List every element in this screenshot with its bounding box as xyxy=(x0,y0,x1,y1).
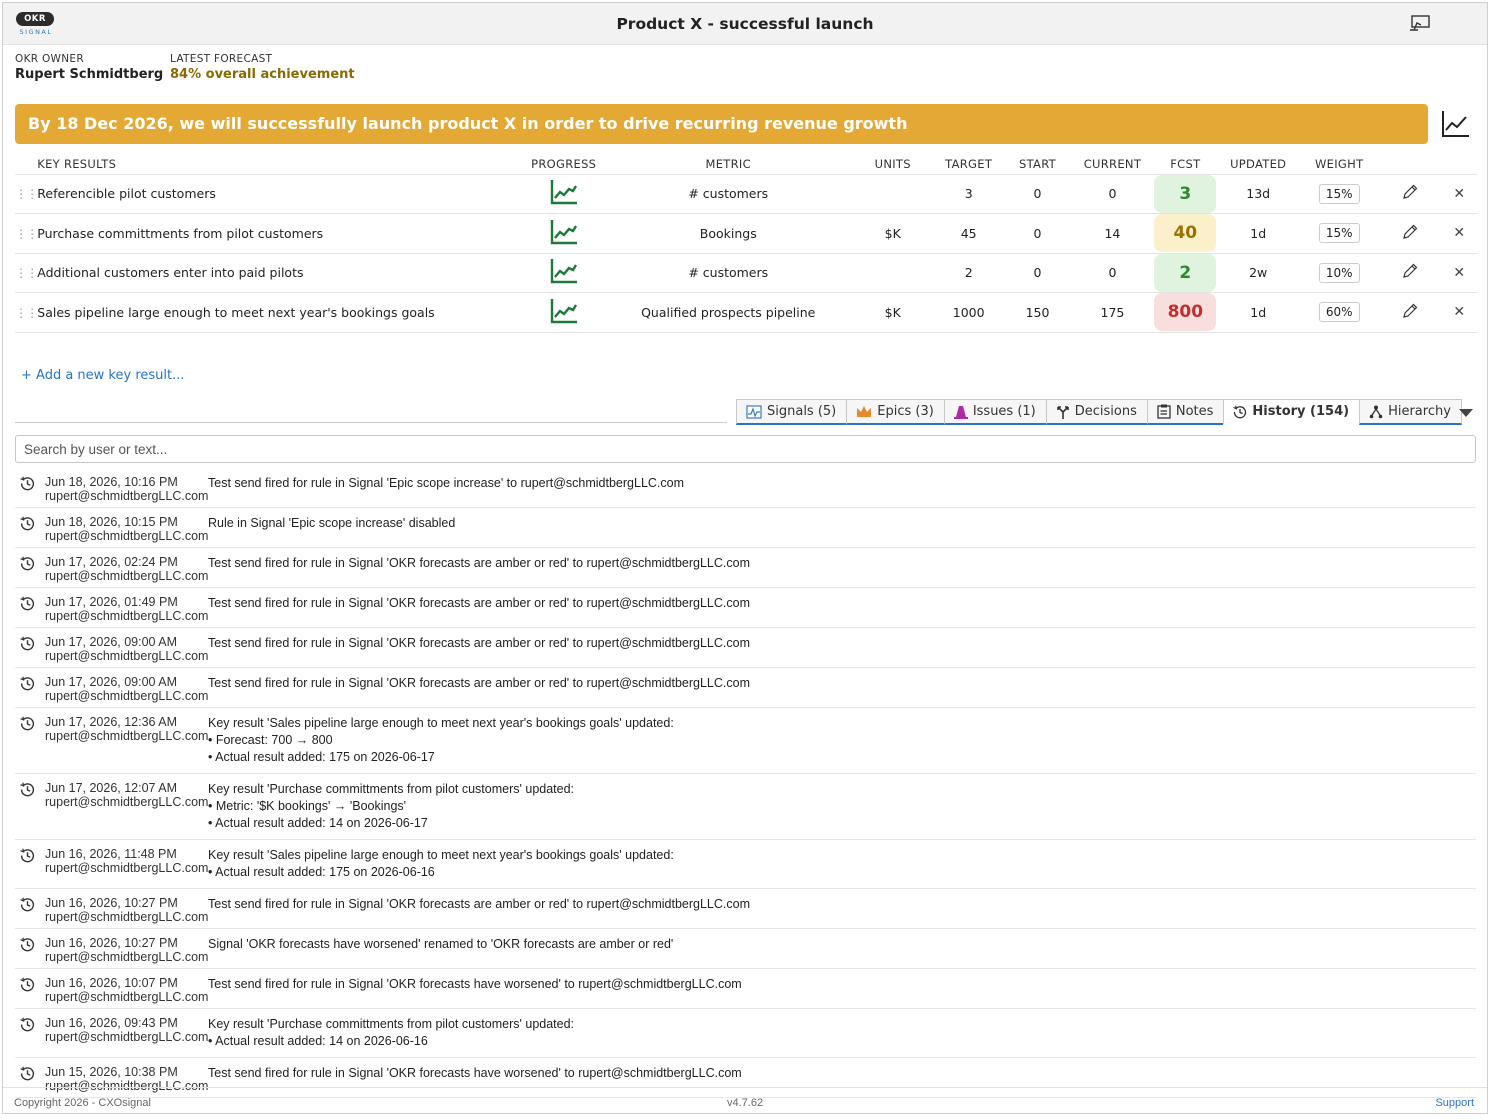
signals-icon xyxy=(746,405,762,419)
copyright-text: Copyright 2026 - CXOsignal xyxy=(14,1097,151,1109)
key-result-current: 14 xyxy=(1071,214,1154,254)
key-result-updated: 1d xyxy=(1217,214,1300,254)
drag-column-header xyxy=(15,154,37,174)
history-message xyxy=(208,514,1476,540)
history-list xyxy=(15,468,1476,1098)
key-result-units: $K xyxy=(852,293,933,333)
key-result-current: 0 xyxy=(1071,253,1154,293)
drag-handle-icon[interactable]: ⋮⋮ xyxy=(15,214,37,254)
history-meta xyxy=(45,896,208,924)
key-result-updated: 2w xyxy=(1217,253,1300,293)
history-meta xyxy=(45,635,208,663)
progress-chart-icon[interactable] xyxy=(523,253,604,293)
key-result-units xyxy=(852,174,933,214)
history-user: rupert@schmidtbergLLC.com xyxy=(45,689,209,703)
logo-pill: OKR xyxy=(16,12,54,26)
weight-input[interactable]: 15% xyxy=(1319,184,1360,204)
version-text: v4.7.62 xyxy=(727,1097,764,1109)
history-meta xyxy=(45,555,208,583)
col-progress: PROGRESS xyxy=(523,154,604,174)
tab-epics[interactable] xyxy=(846,399,945,425)
key-results-body xyxy=(15,174,1477,332)
history-user: rupert@schmidtbergLLC.com xyxy=(45,795,209,809)
tab-issues[interactable] xyxy=(944,399,1047,425)
history-message-line: Test send fired for rule in Signal 'Epic scope increase' to rupert@schmidtbergLLC.com xyxy=(208,476,685,490)
history-user: rupert@schmidtbergLLC.com xyxy=(45,950,209,964)
edit-pencil-icon[interactable] xyxy=(1379,174,1442,214)
history-icon xyxy=(20,897,35,912)
history-user: rupert@schmidtbergLLC.com xyxy=(45,489,209,503)
history-row xyxy=(15,840,1476,889)
weight-input[interactable]: 10% xyxy=(1319,263,1360,283)
okr-owner xyxy=(15,53,163,82)
history-message-line: Key result 'Purchase committments from pilot customers' updated: xyxy=(208,782,575,796)
history-message-line: • Metric: '$K bookings' → 'Bookings' xyxy=(208,799,407,813)
history-search-input[interactable] xyxy=(15,435,1476,463)
history-icon xyxy=(20,516,35,531)
history-message-line: Key result 'Sales pipeline large enough to meet next year's bookings goals' updated: xyxy=(208,848,674,862)
history-message xyxy=(208,594,1476,620)
history-message xyxy=(208,846,1476,881)
history-icon xyxy=(20,1066,35,1081)
history-user: rupert@schmidtbergLLC.com xyxy=(45,1030,209,1044)
tab-hierarchy[interactable] xyxy=(1359,399,1462,425)
history-date: Jun 16, 2026, 10:27 PM xyxy=(45,896,178,910)
drag-handle-icon[interactable]: ⋮⋮ xyxy=(15,174,37,214)
history-row xyxy=(15,548,1476,588)
history-date: Jun 18, 2026, 10:15 PM xyxy=(45,515,178,529)
delete-close-icon[interactable]: ✕ xyxy=(1441,253,1477,293)
key-result-row[interactable] xyxy=(15,253,1477,293)
forecast-badge[interactable]: 800 xyxy=(1154,293,1216,331)
history-meta xyxy=(45,515,208,543)
history-date: Jun 17, 2026, 02:24 PM xyxy=(45,555,178,569)
progress-chart-icon[interactable] xyxy=(523,174,604,214)
tab-label: History (154) xyxy=(1252,404,1350,419)
history-icon xyxy=(20,937,35,952)
history-meta xyxy=(45,936,208,964)
history-message-line: Test send fired for rule in Signal 'OKR forecasts are amber or red' to rupert@schmidtbergLLC.com xyxy=(208,596,750,610)
history-date: Jun 17, 2026, 09:00 AM xyxy=(45,635,178,649)
tab-history[interactable] xyxy=(1223,399,1360,425)
history-date: Jun 15, 2026, 10:38 PM xyxy=(45,1065,178,1079)
tab-notes[interactable] xyxy=(1147,399,1225,425)
history-meta xyxy=(45,595,208,623)
okr-owner-name[interactable]: Rupert Schmidtberg xyxy=(15,67,164,82)
history-row xyxy=(15,1009,1476,1058)
key-result-start: 0 xyxy=(1004,253,1071,293)
history-message-line: Test send fired for rule in Signal 'OKR forecasts have worsened' to rupert@schmidtbergLLC.com xyxy=(208,977,742,991)
okr-owner-label: OKR OWNER xyxy=(15,53,84,65)
history-user: rupert@schmidtbergLLC.com xyxy=(45,649,209,663)
history-row xyxy=(15,628,1476,668)
key-result-current: 0 xyxy=(1071,174,1154,214)
cone-icon xyxy=(954,405,968,419)
history-user: rupert@schmidtbergLLC.com xyxy=(45,990,209,1004)
latest-forecast xyxy=(170,53,355,82)
key-result-start: 150 xyxy=(1004,293,1071,333)
app-window xyxy=(2,2,1488,1114)
delete-close-icon[interactable]: ✕ xyxy=(1441,293,1477,333)
key-result-name[interactable]: Sales pipeline large enough to meet next year's bookings goals xyxy=(37,293,523,333)
key-result-updated: 1d xyxy=(1217,293,1300,333)
present-screen-icon[interactable] xyxy=(1409,14,1431,32)
key-result-metric: # customers xyxy=(604,174,852,214)
history-message-line: • Actual result added: 175 on 2026-06-17 xyxy=(208,750,435,764)
key-results-header-row xyxy=(15,154,1477,174)
title-bar xyxy=(3,3,1487,45)
history-user: rupert@schmidtbergLLC.com xyxy=(45,861,209,875)
history-meta xyxy=(45,781,208,809)
key-result-updated: 13d xyxy=(1217,174,1300,214)
history-meta xyxy=(45,475,208,503)
logo-subtitle: SIGNAL xyxy=(19,28,53,36)
tab-signals[interactable] xyxy=(736,399,847,425)
col-updated: UPDATED xyxy=(1217,154,1300,174)
history-icon xyxy=(20,676,35,691)
history-date: Jun 16, 2026, 09:43 PM xyxy=(45,1016,178,1030)
history-icon xyxy=(20,782,35,797)
history-meta xyxy=(45,715,208,743)
history-date: Jun 17, 2026, 01:49 PM xyxy=(45,595,178,609)
history-row xyxy=(15,508,1476,548)
history-icon xyxy=(20,977,35,992)
tab-label: Hierarchy xyxy=(1388,404,1451,419)
col-key-results: KEY RESULTS xyxy=(37,154,523,174)
key-result-fcst-cell xyxy=(1154,174,1217,214)
history-meta xyxy=(45,1016,208,1044)
key-result-target: 45 xyxy=(933,214,1004,254)
history-message xyxy=(208,634,1476,660)
history-row xyxy=(15,588,1476,628)
col-target: TARGET xyxy=(933,154,1004,174)
delete-close-icon[interactable]: ✕ xyxy=(1441,174,1477,214)
key-result-metric: Qualified prospects pipeline xyxy=(604,293,852,333)
key-results-table xyxy=(15,154,1477,333)
key-result-weight-cell xyxy=(1300,253,1379,293)
key-result-start: 0 xyxy=(1004,214,1071,254)
key-result-row[interactable] xyxy=(15,174,1477,214)
history-user: rupert@schmidtbergLLC.com xyxy=(45,529,209,543)
history-message-line: • Forecast: 700 → 800 xyxy=(208,733,333,747)
tabs-overflow-chevron-down-icon[interactable] xyxy=(1459,409,1473,417)
history-message xyxy=(208,895,1476,921)
delete-close-icon[interactable]: ✕ xyxy=(1441,214,1477,254)
history-message xyxy=(208,674,1476,700)
hierarchy-icon xyxy=(1369,405,1383,419)
history-icon xyxy=(20,476,35,491)
tab-divider xyxy=(15,422,727,423)
key-result-target: 3 xyxy=(933,174,1004,214)
key-result-target: 1000 xyxy=(933,293,1004,333)
history-message xyxy=(208,714,1476,766)
history-user: rupert@schmidtbergLLC.com xyxy=(45,569,209,583)
history-user: rupert@schmidtbergLLC.com xyxy=(45,729,209,743)
key-result-weight-cell xyxy=(1300,293,1379,333)
col-weight: WEIGHT xyxy=(1300,154,1379,174)
tab-label: Signals (5) xyxy=(767,404,837,419)
history-user: rupert@schmidtbergLLC.com xyxy=(45,609,209,623)
history-message-line: • Actual result added: 175 on 2026-06-16 xyxy=(208,865,435,879)
page-title: Product X - successful launch xyxy=(616,15,874,33)
forecast-badge[interactable]: 3 xyxy=(1154,175,1216,213)
key-result-row[interactable] xyxy=(15,293,1477,333)
forecast-badge[interactable]: 2 xyxy=(1154,254,1216,292)
history-row xyxy=(15,668,1476,708)
history-date: Jun 16, 2026, 10:27 PM xyxy=(45,936,178,950)
history-meta xyxy=(45,675,208,703)
key-result-fcst-cell xyxy=(1154,253,1217,293)
history-row xyxy=(15,708,1476,774)
history-message-line: Signal 'OKR forecasts have worsened' renamed to 'OKR forecasts are amber or red' xyxy=(208,937,674,951)
history-message-line: Key result 'Sales pipeline large enough to meet next year's bookings goals' updated: xyxy=(208,716,674,730)
edit-pencil-icon[interactable] xyxy=(1379,214,1442,254)
history-message-line: • Actual result added: 14 on 2026-06-16 xyxy=(208,1034,428,1048)
add-key-result-link[interactable]: + Add a new key result... xyxy=(21,368,185,383)
history-date: Jun 16, 2026, 10:07 PM xyxy=(45,976,178,990)
col-start: START xyxy=(1004,154,1071,174)
history-message-line: Rule in Signal 'Epic scope increase' disabled xyxy=(208,516,456,530)
key-result-fcst-cell xyxy=(1154,293,1217,333)
history-message-line: Test send fired for rule in Signal 'OKR forecasts are amber or red' to rupert@schmidtbergLLC.com xyxy=(208,556,750,570)
key-result-target: 2 xyxy=(933,253,1004,293)
progress-chart-icon[interactable] xyxy=(523,214,604,254)
key-result-metric: Bookings xyxy=(604,214,852,254)
key-result-current: 175 xyxy=(1071,293,1154,333)
decision-icon xyxy=(1056,405,1070,419)
history-message-line: Test send fired for rule in Signal 'OKR forecasts are amber or red' to rupert@schmidtbergLLC.com xyxy=(208,636,750,650)
edit-pencil-icon[interactable] xyxy=(1379,293,1442,333)
key-result-name[interactable]: Additional customers enter into paid pilots xyxy=(37,253,523,293)
objective-banner[interactable]: By 18 Dec 2026, we will successfully launch product X in order to drive recurring revenue growth xyxy=(15,104,1428,144)
history-message xyxy=(208,1015,1476,1050)
history-row xyxy=(15,889,1476,929)
latest-forecast-value: 84% overall achievement xyxy=(170,67,355,82)
key-result-fcst-cell xyxy=(1154,214,1217,254)
history-row xyxy=(15,468,1476,508)
history-user: rupert@schmidtbergLLC.com xyxy=(45,910,209,924)
drag-handle-icon[interactable]: ⋮⋮ xyxy=(15,253,37,293)
key-result-name[interactable]: Referencible pilot customers xyxy=(37,174,523,214)
history-icon xyxy=(20,848,35,863)
tab-label: Issues (1) xyxy=(972,404,1036,419)
col-metric: METRIC xyxy=(604,154,852,174)
history-message-line: • Actual result added: 14 on 2026-06-17 xyxy=(208,816,428,830)
history-date: Jun 17, 2026, 12:36 AM xyxy=(45,715,178,729)
footer xyxy=(3,1087,1487,1114)
tab-label: Decisions xyxy=(1074,404,1137,419)
key-result-row[interactable] xyxy=(15,214,1477,254)
history-row xyxy=(15,774,1476,840)
edit-column-header xyxy=(1379,154,1442,174)
drag-handle-icon[interactable]: ⋮⋮ xyxy=(15,293,37,333)
col-current: CURRENT xyxy=(1071,154,1154,174)
crown-icon xyxy=(856,405,872,419)
support-link[interactable]: Support xyxy=(1435,1097,1474,1109)
history-date: Jun 17, 2026, 12:07 AM xyxy=(45,781,178,795)
notes-icon xyxy=(1157,404,1171,419)
detail-tabs xyxy=(736,399,1461,425)
forecast-badge[interactable]: 40 xyxy=(1154,214,1216,252)
history-date: Jun 18, 2026, 10:16 PM xyxy=(45,475,178,489)
col-units: UNITS xyxy=(852,154,933,174)
key-result-metric: # customers xyxy=(604,253,852,293)
history-meta xyxy=(45,976,208,1004)
history-icon xyxy=(20,596,35,611)
tab-decisions[interactable] xyxy=(1046,399,1148,425)
tab-label: Notes xyxy=(1175,404,1214,419)
objective-trend-chart-icon[interactable] xyxy=(1441,109,1471,139)
progress-chart-icon[interactable] xyxy=(523,293,604,333)
key-result-units: $K xyxy=(852,214,933,254)
weight-input[interactable]: 15% xyxy=(1319,223,1360,243)
history-message xyxy=(208,935,1476,961)
weight-input[interactable]: 60% xyxy=(1319,302,1360,322)
key-result-weight-cell xyxy=(1300,214,1379,254)
history-message-line: Test send fired for rule in Signal 'OKR forecasts have worsened' to rupert@schmidtbergLLC.com xyxy=(208,1066,742,1080)
history-icon xyxy=(20,1017,35,1032)
key-result-units xyxy=(852,253,933,293)
history-message-line: Test send fired for rule in Signal 'OKR forecasts are amber or red' to rupert@schmidtbergLLC.com xyxy=(208,897,750,911)
history-message-line: Test send fired for rule in Signal 'OKR forecasts are amber or red' to rupert@schmidtbergLLC.com xyxy=(208,676,750,690)
key-result-name[interactable]: Purchase committments from pilot customers xyxy=(37,214,523,254)
history-meta xyxy=(45,847,208,875)
history-message xyxy=(208,780,1476,832)
edit-pencil-icon[interactable] xyxy=(1379,253,1442,293)
key-result-weight-cell xyxy=(1300,174,1379,214)
key-result-start: 0 xyxy=(1004,174,1071,214)
tab-label: Epics (3) xyxy=(877,404,934,419)
history-date: Jun 17, 2026, 09:00 AM xyxy=(45,675,178,689)
delete-column-header xyxy=(1441,154,1477,174)
history-date: Jun 16, 2026, 11:48 PM xyxy=(45,847,177,861)
history-icon xyxy=(20,716,35,731)
history-user: rupert@schmidtbergLLC.com xyxy=(45,1079,209,1093)
history-row xyxy=(15,929,1476,969)
history-message xyxy=(208,975,1476,1001)
history-row xyxy=(15,969,1476,1009)
history-icon xyxy=(1233,405,1247,419)
history-message-line: Key result 'Purchase committments from pilot customers' updated: xyxy=(208,1017,575,1031)
latest-forecast-label: LATEST FORECAST xyxy=(170,53,273,65)
history-icon xyxy=(20,556,35,571)
history-icon xyxy=(20,636,35,651)
history-message xyxy=(208,554,1476,580)
col-fcst: FCST xyxy=(1154,154,1217,174)
history-message xyxy=(208,474,1476,500)
